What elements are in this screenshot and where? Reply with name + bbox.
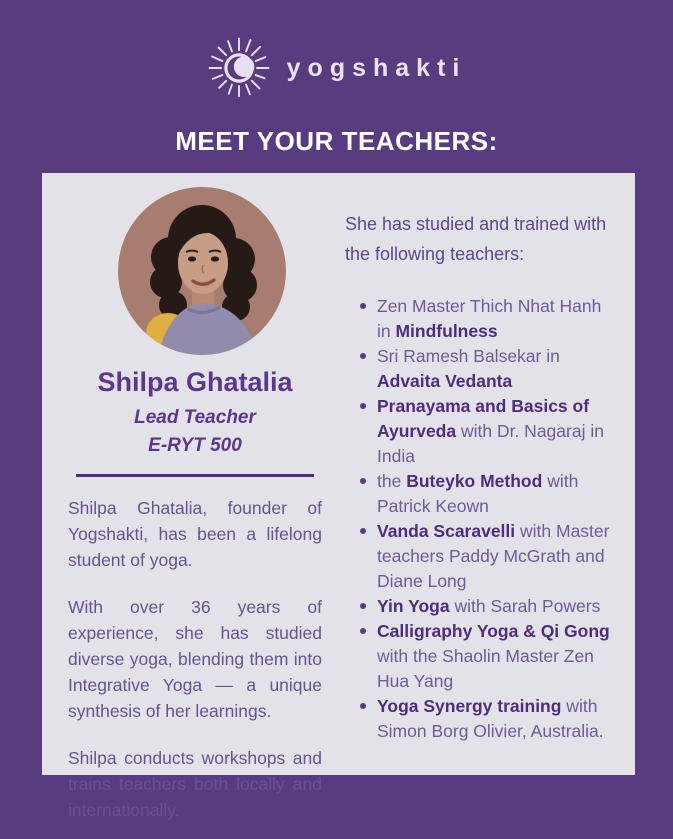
teacher-list-item: Sri Ramesh Balsekar in Advaita Vedanta [345,344,613,394]
teacher-list-item: Calligraphy Yoga & Qi Gong with the Shaolin Master Zen Hua Yang [345,619,613,694]
teacher-profile-column [42,173,342,820]
bio-paragraph: Shilpa conducts workshops and trains teachers both locally and internationally. [68,748,322,820]
teachers-list [345,294,613,744]
teacher-list-item: Zen Master Thich Nhat Hanh in Mindfulness [345,294,613,344]
bio-paragraph: Shilpa Ghatalia, founder of Yogshakti, has been a lifelong student of yoga. [68,498,322,570]
teacher-role: Lead Teacher [134,407,256,428]
teacher-list-item: Yoga Synergy training with Simon Borg Olivier, Australia. [345,694,613,744]
divider-line [76,474,314,477]
training-intro: She has studied and trained with the following teachers: [345,214,607,264]
brand-logo [0,36,673,100]
teacher-list-item: the Buteyko Method with Patrick Keown [345,469,613,519]
teacher-list-item: Yin Yoga with Sarah Powers [345,594,613,619]
teacher-list-item: Vanda Scaravelli with Master teachers Paddy McGrath and Diane Long [345,519,613,594]
bio-paragraph: With over 36 years of experience, she has studied diverse yoga, blending them into Integrative Yoga — a unique synthesis of her learnings. [68,597,322,721]
teacher-bio [68,495,322,823]
teacher-list-item: Pranayama and Basics of Ayurveda with Dr. Nagaraj in India [345,394,613,469]
teacher-certification: E-RYT 500 [148,435,242,456]
page-title: MEET YOUR TEACHERS: [175,126,498,156]
training-column [342,173,635,775]
teacher-photo [118,187,286,355]
brand-name: yogshakti [286,53,467,82]
teacher-card [42,173,635,820]
teacher-name: Shilpa Ghatalia [97,367,293,397]
sun-moon-icon [207,36,271,100]
